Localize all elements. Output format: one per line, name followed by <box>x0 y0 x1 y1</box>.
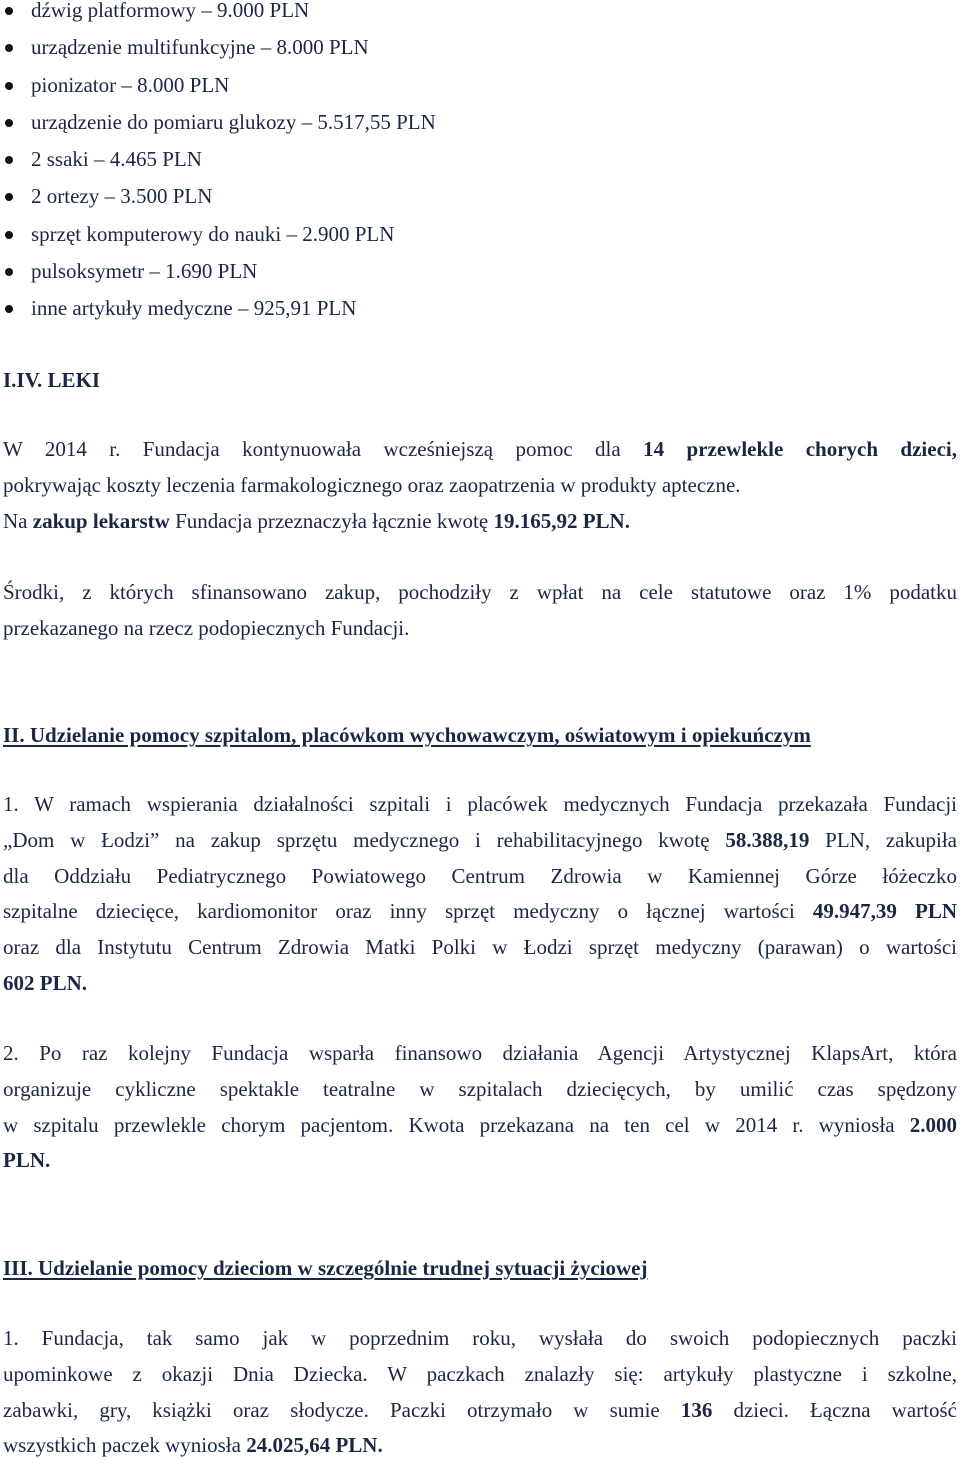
bullet-icon <box>5 82 13 90</box>
list-item: sprzęt komputerowy do nauki – 2.900 PLN <box>0 216 960 253</box>
hospital-support-paragraph <box>3 787 957 1002</box>
section-iii-heading: III. Udzielanie pomocy dzieciom w szczególnie trudnej sytuacji życiowej <box>3 1256 648 1280</box>
list-item: pionizator – 8.000 PLN <box>0 67 960 104</box>
text-line: „Dom w Łodzi” na zakup sprzętu medycznego i rehabilitacyjnego kwotę 58.388,19 PLN, zakupiła <box>3 827 957 852</box>
text-line: wszystkich paczek wyniosła 24.025,64 PLN. <box>3 1433 383 1458</box>
list-item: inne artykuły medyczne – 925,91 PLN <box>0 290 960 327</box>
list-item: 2 ortezy – 3.500 PLN <box>0 178 960 215</box>
text-line: Środki, z których sfinansowano zakup, pochodziły z wpłat na cele statutowe oraz 1% podatku <box>3 580 957 604</box>
bullet-icon <box>5 268 13 276</box>
text-line: W 2014 r. Fundacja kontynuowała wcześniejszą pomoc dla 14 przewlekle chorych dzieci, <box>3 437 957 461</box>
list-item: urządzenie do pomiaru glukozy – 5.517,55 PLN <box>0 104 960 141</box>
text-line: organizuje cykliczne spektakle teatralne w szpitalach dziecięcych, by umilić czas spędzony <box>3 1076 957 1101</box>
klapsart-paragraph <box>3 1036 957 1179</box>
text-line: zabawki, gry, książki oraz słodycze. Paczki otrzymało w sumie 136 dzieci. Łączna wartość <box>3 1397 957 1422</box>
section-iv-heading: I.IV. LEKI <box>3 368 101 392</box>
equipment-list <box>0 0 960 328</box>
bullet-icon <box>5 193 13 201</box>
section-ii-heading: II. Udzielanie pomocy szpitalom, placówkom wychowawczym, oświatowym i opiekuńczym <box>3 723 811 747</box>
text-line: oraz dla Instytutu Centrum Zdrowia Matki Polki w Łodzi sprzęt medyczny (parawan) o wartości <box>3 935 957 960</box>
text-line: 2. Po raz kolejny Fundacja wsparła finansowo działania Agencji Artystycznej KlapsArt, która <box>3 1041 957 1065</box>
text-line: w szpitalu przewlekle chorym pacjentom. Kwota przekazana na ten cel w 2014 r. wyniosła 2.000 <box>3 1112 957 1137</box>
text-line: dla Oddziału Pediatrycznego Powiatowego Centrum Zdrowia w Kamiennej Górze łóżeczko <box>3 863 957 888</box>
text-line: PLN. <box>3 1148 51 1173</box>
text-line: pokrywając koszty leczenia farmakologicznego oraz zaopatrzenia w produkty apteczne. <box>3 472 741 497</box>
bullet-icon <box>5 119 13 127</box>
text-line: przekazanego na rzecz podopiecznych Fundacji. <box>3 615 410 640</box>
list-item: urządzenie multifunkcyjne – 8.000 PLN <box>0 29 960 66</box>
bullet-icon <box>5 7 13 15</box>
text-line: szpitalne dziecięce, kardiomonitor oraz inny sprzęt medyczny o łącznej wartości 49.947,39 PLN <box>3 899 957 924</box>
bullet-icon <box>5 44 13 52</box>
childrens-day-paragraph <box>3 1321 957 1464</box>
list-item: pulsoksymetr – 1.690 PLN <box>0 253 960 290</box>
funding-source-paragraph <box>3 575 957 647</box>
text-line: Na zakup lekarstw Fundacja przeznaczyła łącznie kwotę 19.165,92 PLN. <box>3 508 630 533</box>
text-line: upominkowe z okazji Dnia Dziecka. W paczkach znalazły się: artykuły plastyczne i szkolne, <box>3 1361 957 1386</box>
bullet-icon <box>5 305 13 313</box>
text-line: 1. W ramach wspierania działalności szpitali i placówek medycznych Fundacja przekazała Fundacji <box>3 792 957 816</box>
bullet-icon <box>5 231 13 239</box>
list-item: 2 ssaki – 4.465 PLN <box>0 141 960 178</box>
list-item: dźwig platformowy – 9.000 PLN <box>0 0 960 29</box>
text-line: 602 PLN. <box>3 970 87 995</box>
text-line: 1. Fundacja, tak samo jak w poprzednim roku, wysłała do swoich podopiecznych paczki <box>3 1326 957 1350</box>
medicines-paragraph <box>3 432 957 539</box>
bullet-icon <box>5 156 13 164</box>
